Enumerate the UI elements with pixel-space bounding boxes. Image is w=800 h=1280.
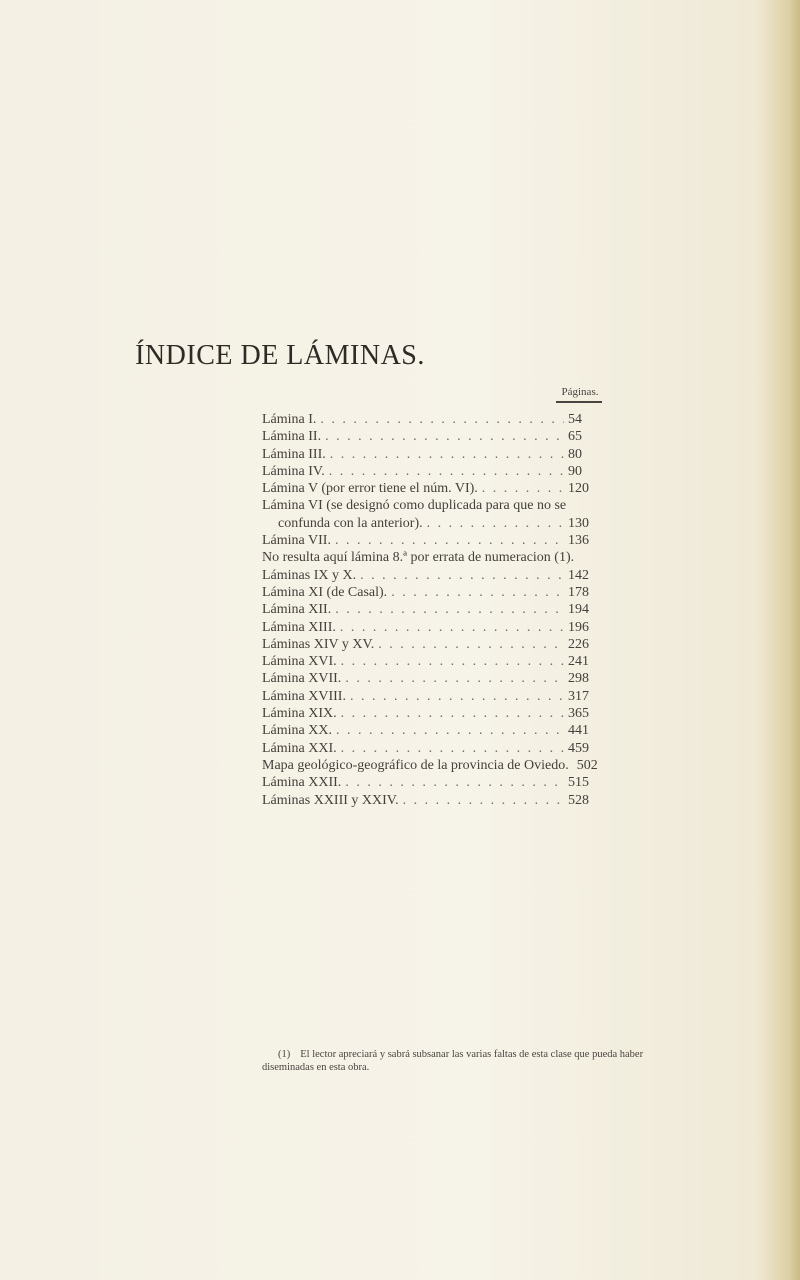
leader-dots [482, 480, 564, 497]
leader-dots [341, 705, 564, 722]
entry-page-number: 142 [568, 567, 589, 583]
footnote-marker: (1) [278, 1049, 291, 1060]
entry-label: Láminas XXIII y XXIV. [262, 792, 399, 808]
list-item [262, 480, 600, 497]
list-item [262, 567, 600, 584]
leader-dots [350, 688, 564, 705]
entry-page-number: 194 [568, 602, 589, 618]
entry-page-number: 120 [568, 481, 589, 497]
entry-page-number: 528 [568, 792, 589, 808]
entry-label: No resulta aquí lámina 8.ª por errata de numeracion (1). [262, 550, 575, 566]
entry-page-number: 226 [568, 636, 589, 652]
entry-label: Lámina XXII. [262, 775, 342, 791]
entry-label: Lámina VII. [262, 533, 331, 549]
list-item [262, 428, 600, 445]
entry-page-number: 90 [568, 463, 582, 479]
list-item [262, 722, 600, 739]
entry-page-number: 130 [568, 515, 589, 531]
list-item [262, 446, 600, 463]
leader-dots [341, 740, 564, 757]
entry-label: Lámina XIX. [262, 706, 337, 722]
leader-dots [403, 792, 564, 809]
list-item [262, 705, 600, 722]
leader-dots [336, 722, 564, 739]
leader-dots [427, 515, 564, 532]
entry-page-number: 317 [568, 688, 589, 704]
entry-label: Lámina XVI. [262, 654, 337, 670]
list-item [262, 515, 600, 532]
leader-dots [330, 446, 564, 463]
entry-label: Lámina II. [262, 429, 322, 445]
leader-dots [345, 670, 564, 687]
column-header-rule [556, 401, 602, 403]
entry-label: Lámina XI (de Casal). [262, 584, 388, 600]
page-title: ÍNDICE DE LÁMINAS. [135, 340, 425, 371]
list-item [262, 757, 600, 774]
leader-dots [391, 584, 564, 601]
footnote [262, 1048, 672, 1074]
leader-dots [378, 636, 564, 653]
entry-label: Mapa geológico-geográfico de la provincia de Oviedo. [262, 757, 569, 773]
list-item [262, 463, 600, 480]
plates-index-list [262, 411, 600, 809]
footnote-text: El lector apreciará y sabrá subsanar las varias faltas de esta clase que pueda haber diseminadas en esta obra. [262, 1049, 644, 1073]
entry-page-number: 441 [568, 723, 589, 739]
entry-page-number: 196 [568, 619, 589, 635]
entry-label: Láminas XIV y XV. [262, 636, 375, 652]
list-item [262, 619, 600, 636]
entry-label: Lámina XXI. [262, 740, 337, 756]
entry-page-number: 136 [568, 533, 589, 549]
list-item [262, 532, 600, 549]
entry-page-number: 298 [568, 671, 589, 687]
list-item [262, 670, 600, 687]
entry-label: Lámina IV. [262, 463, 325, 479]
leader-dots [325, 428, 564, 445]
entry-label: Lámina XVIII. [262, 688, 346, 704]
leader-dots [335, 532, 564, 549]
entry-label: Lámina XIII. [262, 619, 336, 635]
entry-page-number: 241 [568, 654, 589, 670]
entry-label: Lámina III. [262, 446, 326, 462]
entry-label: Lámina I. [262, 412, 317, 427]
list-item [262, 636, 600, 653]
entry-label: Lámina VI (se designó como duplicada para que no se [262, 498, 567, 514]
entry-page-number: 459 [568, 740, 589, 756]
entry-label: Lámina XII. [262, 602, 332, 618]
leader-dots [335, 601, 564, 618]
leader-dots [345, 774, 564, 791]
entry-page-number: 365 [568, 706, 589, 722]
entry-label: confunda con la anterior). [278, 515, 423, 531]
entry-page-number: 80 [568, 446, 582, 462]
column-header-pages: Páginas. [561, 386, 599, 398]
list-item [262, 549, 600, 566]
leader-dots [320, 411, 564, 428]
entry-label: Lámina XX. [262, 723, 332, 739]
list-item [262, 497, 600, 514]
list-item [262, 411, 600, 428]
entry-page-number: 178 [568, 584, 589, 600]
leader-dots [340, 619, 564, 636]
entry-label: Lámina V (por error tiene el núm. VI). [262, 481, 478, 497]
list-item [262, 584, 600, 601]
list-item [262, 601, 600, 618]
leader-dots [341, 653, 564, 670]
list-item [262, 740, 600, 757]
entry-page-number: 515 [568, 775, 589, 791]
entry-label: Láminas IX y X. [262, 567, 357, 583]
list-item [262, 774, 600, 791]
entry-label: Lámina XVII. [262, 671, 342, 687]
entry-page-number: 65 [568, 429, 582, 445]
list-item [262, 688, 600, 705]
list-item [262, 653, 600, 670]
list-item [262, 792, 600, 809]
leader-dots [360, 567, 564, 584]
entry-page-number: 502 [576, 757, 598, 773]
page-edge-stain [762, 0, 800, 1280]
entry-page-number: 54 [568, 412, 582, 427]
leader-dots [329, 463, 564, 480]
